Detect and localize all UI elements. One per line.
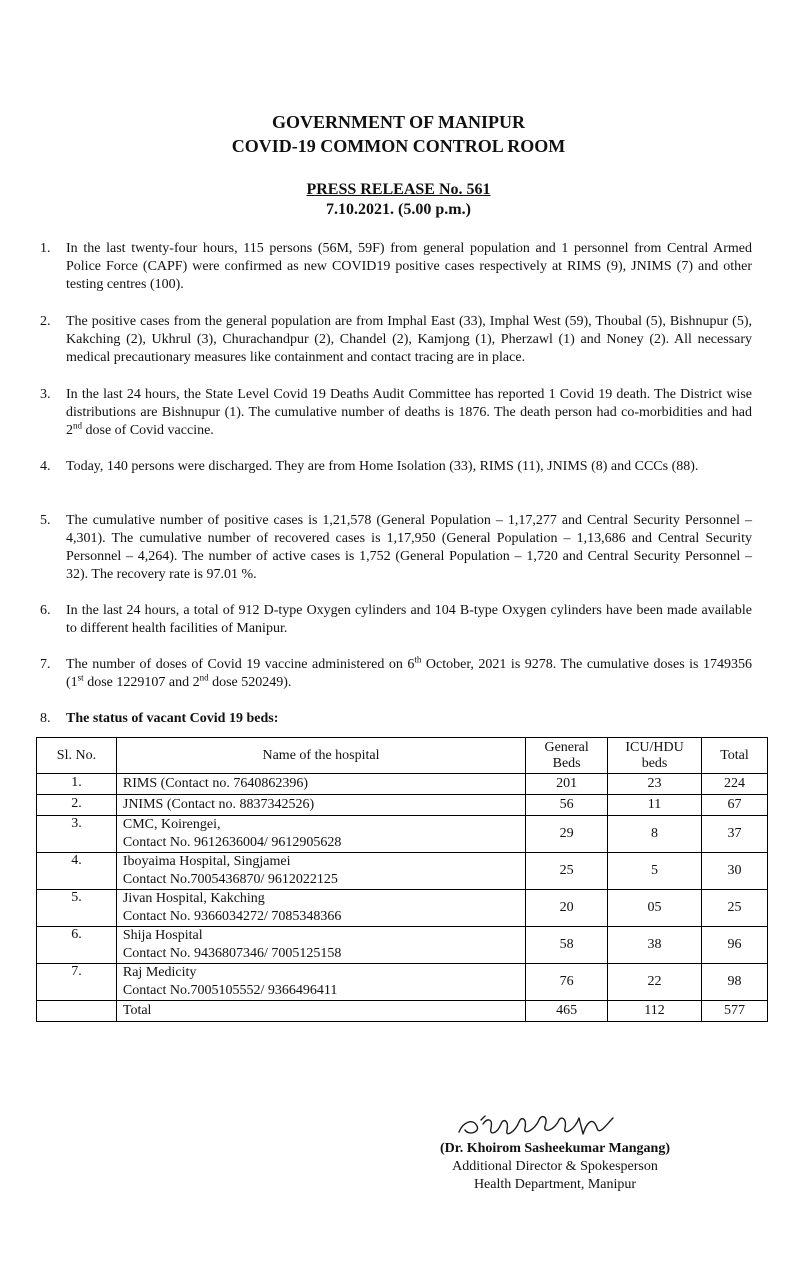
- total-cell: 96: [702, 927, 768, 964]
- header-line: General: [544, 739, 589, 755]
- column-header-total: Total: [702, 738, 768, 774]
- hospital-contact-line: Contact No.7005436870/ 9612022125: [122, 872, 338, 887]
- hospital-name-line: Shija Hospital: [122, 928, 203, 943]
- sl-no-cell: 2.: [37, 795, 117, 816]
- hospital-name-line: Raj Medicity: [122, 965, 197, 980]
- general-beds-total-cell: 465: [526, 1001, 608, 1022]
- icu-beds-cell: 22: [608, 964, 702, 1001]
- item-text-part: In the last 24 hours, the State Level Covid 19 Deaths Audit Committee has reported 1 Covid 19 death. The District wise distributions are Bishnupur (1). The cumulative number of deaths is 1876. The death person had co-morbidities and had 2: [66, 387, 752, 438]
- grand-total-cell: 577: [702, 1001, 768, 1022]
- sl-no-cell: 6.: [37, 927, 117, 964]
- icu-beds-cell: 8: [608, 816, 702, 853]
- header-line: beds: [641, 755, 668, 771]
- table-header-row: [37, 738, 768, 774]
- superscript: st: [77, 672, 84, 683]
- hospital-name-line: CMC, Koirengei,: [122, 817, 221, 832]
- general-beds-cell: 58: [526, 927, 608, 964]
- signatory-name: (Dr. Khoirom Sasheekumar Mangang): [440, 1141, 670, 1156]
- signatory-designation: Additional Director & Spokesperson: [452, 1159, 658, 1174]
- sl-no-cell: 5.: [37, 890, 117, 927]
- press-release-title: [0, 180, 797, 200]
- list-item: [40, 710, 752, 728]
- item-number: 4.: [40, 459, 51, 474]
- total-cell: 98: [702, 964, 768, 1001]
- list-item: [40, 512, 752, 584]
- item-number: 6.: [40, 603, 51, 618]
- general-beds-cell: 56: [526, 795, 608, 816]
- total-cell: 67: [702, 795, 768, 816]
- sl-no-cell: 3.: [37, 816, 117, 853]
- item-text: The status of vacant Covid 19 beds:: [66, 711, 279, 726]
- table-row: [37, 853, 768, 890]
- sl-no-cell: 1.: [37, 774, 117, 795]
- sl-no-cell: 7.: [37, 964, 117, 1001]
- item-number: 5.: [40, 513, 51, 528]
- press-release-title-text: PRESS RELEASE No. 561: [306, 181, 491, 198]
- superscript: nd: [199, 672, 209, 683]
- list-item: [40, 240, 752, 294]
- item-text-part: October, 2021 is 9278. The cumulative doses is 1749356 (1: [66, 657, 752, 690]
- superscript: th: [414, 654, 422, 665]
- empty-cell: [37, 1001, 117, 1022]
- hospital-name-cell: [116, 964, 525, 1001]
- table-row: [37, 795, 768, 816]
- header-line: Beds: [552, 755, 581, 771]
- hospital-name-cell: [116, 853, 525, 890]
- hospital-name-cell: JNIMS (Contact no. 8837342526): [116, 795, 525, 816]
- item-text: The cumulative number of positive cases is 1,21,578 (General Population – 1,17,277 and Central Security Personnel – 4,301). The cumulative number of recovered cases is 1,17,950 (General Population – 1,13,686 and Central Security Personnel – 4,264). The number of active cases is 1,752 (General Population – 1,720 and Central Security Personnel – 32). The recovery rate is 97.01 %.: [66, 513, 752, 582]
- item-text-part: dose 1229107 and 2: [83, 675, 200, 690]
- column-header-hospital-name: Name of the hospital: [116, 738, 525, 774]
- hospital-name-cell: [116, 816, 525, 853]
- general-beds-cell: 25: [526, 853, 608, 890]
- general-beds-cell: 201: [526, 774, 608, 795]
- superscript: nd: [73, 420, 82, 431]
- item-number: 7.: [40, 657, 51, 672]
- total-cell: 224: [702, 774, 768, 795]
- hospital-contact-line: Contact No. 9366034272/ 7085348366: [122, 909, 342, 924]
- item-text-part: The number of doses of Covid 19 vaccine administered on 6: [66, 657, 415, 672]
- handwritten-signature: [455, 1108, 625, 1144]
- item-number: 3.: [40, 387, 51, 402]
- hospital-name-line: Jivan Hospital, Kakching: [122, 891, 265, 906]
- total-cell: 25: [702, 890, 768, 927]
- list-item: [40, 386, 752, 440]
- item-number: 1.: [40, 241, 51, 256]
- sl-no-cell: 4.: [37, 853, 117, 890]
- header-line: ICU/HDU: [625, 739, 684, 755]
- hospital-contact-line: Contact No. 9436807346/ 7005125158: [122, 946, 342, 961]
- item-text: In the last 24 hours, a total of 912 D-type Oxygen cylinders and 104 B-type Oxygen cylinders have been made available to different health facilities of Manipur.: [66, 603, 752, 636]
- icu-beds-cell: 5: [608, 853, 702, 890]
- vacant-beds-table: [36, 737, 768, 1022]
- signatory-department: Health Department, Manipur: [473, 1177, 637, 1192]
- hospital-name-cell: [116, 890, 525, 927]
- table-row: [37, 927, 768, 964]
- press-release-date: 7.10.2021. (5.00 p.m.): [326, 201, 471, 218]
- icu-beds-cell: 23: [608, 774, 702, 795]
- icu-beds-cell: 11: [608, 795, 702, 816]
- item-text: In the last twenty-four hours, 115 persons (56M, 59F) from general population and 1 personnel from Central Armed Police Force (CAPF) were confirmed as new COVID19 positive cases respectively at RIMS (9), JNIMS (7) and other testing centres (100).: [66, 241, 752, 292]
- total-label-cell: Total: [116, 1001, 525, 1022]
- item-number: 2.: [40, 314, 51, 329]
- table-row: [37, 890, 768, 927]
- item-text: The positive cases from the general population are from Imphal East (33), Imphal West (59), Thoubal (5), Bishnupur (5), Kakching (2), Ukhrul (3), Churachandpur (2), Chandel (2), Kamjong (1), Pherzawl (1) and Noney (2). All necessary medical precautionary measures like containment and contact tracing are in place.: [66, 314, 752, 365]
- item-text-part: dose 520249).: [208, 675, 292, 690]
- table-row: [37, 774, 768, 795]
- column-header-icu-hdu-beds: [608, 738, 702, 774]
- icu-beds-cell: 38: [608, 927, 702, 964]
- column-header-general-beds: [526, 738, 608, 774]
- item-text: Today, 140 persons were discharged. They are from Home Isolation (33), RIMS (11), JNIMS (8) and CCCs (88).: [66, 459, 699, 474]
- item-text: [66, 386, 752, 440]
- table-total-row: [37, 1001, 768, 1022]
- general-beds-cell: 29: [526, 816, 608, 853]
- list-item: [40, 313, 752, 367]
- column-header-sl-no: Sl. No.: [37, 738, 117, 774]
- item-text-part: dose of Covid vaccine.: [82, 423, 214, 438]
- table-row: [37, 964, 768, 1001]
- general-beds-cell: 20: [526, 890, 608, 927]
- hospital-name-cell: RIMS (Contact no. 7640862396): [116, 774, 525, 795]
- icu-beds-total-cell: 112: [608, 1001, 702, 1022]
- total-cell: 37: [702, 816, 768, 853]
- header-government: GOVERNMENT OF MANIPUR: [272, 112, 525, 132]
- item-text: [66, 656, 752, 692]
- list-item: [40, 602, 752, 638]
- hospital-contact-line: Contact No.7005105552/ 9366496411: [122, 983, 338, 998]
- table-row: [37, 816, 768, 853]
- hospital-name-cell: [116, 927, 525, 964]
- total-cell: 30: [702, 853, 768, 890]
- item-number: 8.: [40, 711, 51, 726]
- header-control-room: COVID-19 COMMON CONTROL ROOM: [231, 136, 566, 156]
- icu-beds-cell: 05: [608, 890, 702, 927]
- list-item: [40, 656, 752, 692]
- general-beds-cell: 76: [526, 964, 608, 1001]
- hospital-contact-line: Contact No. 9612636004/ 9612905628: [122, 835, 342, 850]
- hospital-name-line: Iboyaima Hospital, Singjamei: [122, 854, 291, 869]
- list-item: [40, 458, 752, 476]
